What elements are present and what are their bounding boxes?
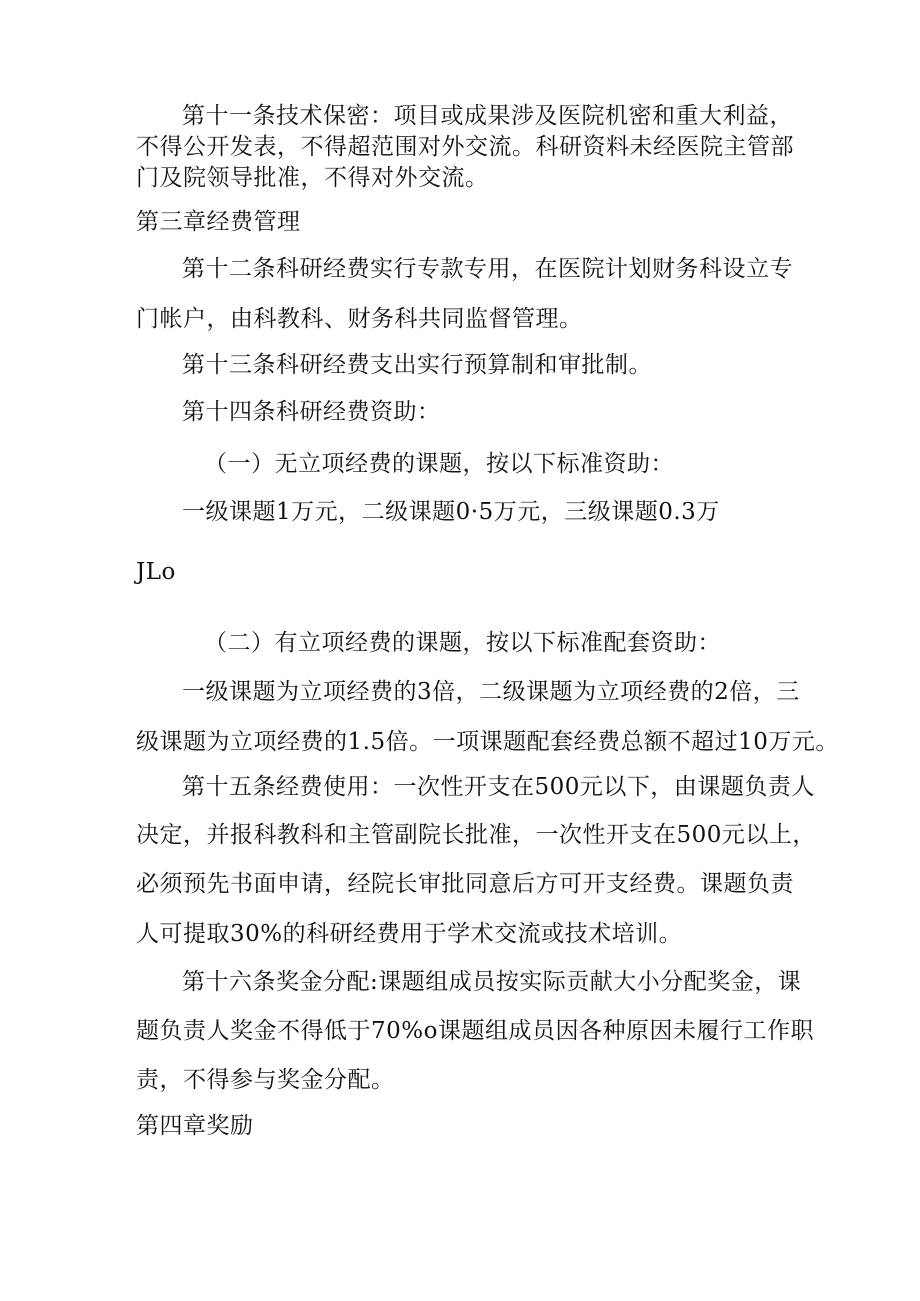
article-11-line-1: 第十一条技术保密：项目或成果涉及医院机密和重大利益， (182, 103, 793, 129)
article-12-line-1: 第十二条科研经费实行专款专用，在医院计划财务科设立专 (182, 256, 793, 282)
funding-clause-1-line-1: 一级课题1万元，二级课题0·5万元，三级课题0.3万 (182, 499, 720, 525)
article-11-line-2: 不得公开发表，不得超范围对外交流。科研资料未经医院主管部 (136, 134, 794, 160)
funding-clause-1-heading: （一）无立项经费的课题，按以下标准资助： (204, 451, 674, 477)
chapter-3-heading: 第三章经费管理 (136, 209, 301, 235)
article-15-line-4: 人可提取30%的科研经费用于学术交流或技术培训。 (136, 921, 683, 947)
article-16-line-3: 责，不得参与奖金分配。 (136, 1067, 395, 1093)
funding-clause-2-line-1: 一级课题为立项经费的3倍，二级课题为立项经费的2倍，三 (182, 679, 800, 705)
funding-clause-1-line-2: JLo (136, 559, 176, 585)
article-12-line-2: 门帐户，由科教科、财务科共同监督管理。 (136, 306, 583, 332)
article-15-line-2: 决定，并报科教科和主管副院长批准，一次性开支在500元以上， (136, 822, 816, 848)
funding-clause-2-heading: （二）有立项经费的课题，按以下标准配套资助： (204, 630, 721, 656)
article-15-line-1: 第十五条经费使用：一次性开支在500元以下，由课题负责人 (182, 774, 815, 800)
article-11-line-3: 门及院领导批准，不得对外交流。 (136, 165, 489, 191)
article-14-heading: 第十四条科研经费资助： (182, 399, 441, 425)
article-13: 第十三条科研经费支出实行预算制和审批制。 (182, 352, 652, 378)
article-15-line-3: 必须预先书面申请，经院长审批同意后方可开支经费。课题负责 (136, 871, 794, 897)
article-16-line-2: 题负责人奖金不得低于70%o课题组成员因各种原因未履行工作职 (136, 1018, 814, 1044)
funding-clause-2-line-2: 级课题为立项经费的1.5倍。一项课题配套经费总额不超过10万元。 (136, 729, 839, 755)
article-16-line-1: 第十六条奖金分配:课题组成员按实际贡献大小分配奖金，课 (182, 969, 802, 995)
chapter-4-heading: 第四章奖励 (136, 1113, 254, 1139)
